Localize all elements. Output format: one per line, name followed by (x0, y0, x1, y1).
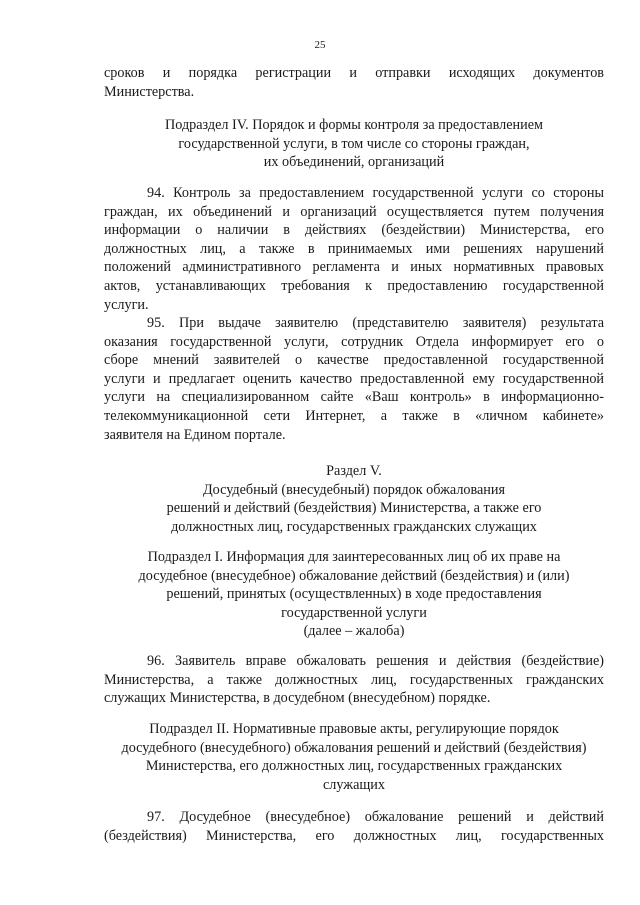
heading-line: досудебного (внесудебного) обжалования решений и действий (бездействия) (121, 739, 587, 756)
paragraph-94 (104, 184, 604, 314)
heading-line: Министерства, его должностных лиц, государственных гражданских (145, 758, 563, 775)
text-line: 97. Досудебное (внесудебное) обжалование решений и действий (147, 809, 604, 825)
subsection-1-heading (104, 548, 604, 641)
text-line: актов, устанавливающих требования к предоставлению государственной (104, 277, 604, 294)
intro-paragraph (104, 64, 604, 101)
text-line: Министерства, а также должностных лиц, государственных гражданских (104, 671, 604, 688)
heading-line: решений и действий (бездействия) Министерства, а также его (166, 500, 542, 517)
heading-line: (далее – жалоба) (303, 623, 405, 640)
text-line: 95. При выдаче заявителю (представителю заявителя) результата (147, 315, 604, 331)
section-5-heading (104, 462, 604, 536)
subsection-2-heading (104, 720, 604, 794)
text-line: должностных лиц, а также в принимаемых ими решениях нарушений (104, 240, 604, 257)
text-line: заявителя на Едином портале. (104, 426, 286, 443)
paragraph-95 (104, 314, 604, 444)
heading-line: Подраздел I. Информация для заинтересованных лиц об их праве на (147, 549, 561, 565)
text-line: информации о наличии в действиях (бездействии) Министерства, его (104, 222, 604, 239)
heading-line: Раздел V. (326, 463, 382, 479)
text-line: Министерства. (104, 83, 195, 100)
text-line: положений административного регламента и иных нормативных правовых (104, 259, 604, 276)
text-line: сроков и порядка регистрации и отправки исходящих документов (104, 65, 604, 81)
heading-line: служащих (323, 776, 385, 793)
heading-line: Подраздел IV. Порядок и формы контроля за предоставлением (165, 117, 543, 133)
heading-line: государственной услуги (281, 604, 427, 621)
heading-line: должностных лиц, государственных гражданских служащих (171, 518, 537, 535)
paragraph-97 (104, 808, 604, 845)
text-line: услуги на специализированном сайте «Ваш контроль» в информационно- (104, 389, 604, 406)
heading-line: решений, принятых (осуществленных) в ходе предоставления (166, 586, 542, 603)
text-line: служащих Министерства, в досудебном (внесудебном) порядке. (104, 690, 491, 707)
heading-line: государственной услуги, в том числе со стороны граждан, (178, 135, 530, 152)
text-line: граждан, их объединений и организаций осуществляется путем получения (104, 203, 604, 220)
heading-line: Подраздел II. Нормативные правовые акты, регулирующие порядок (149, 721, 559, 737)
text-line: 96. Заявитель вправе обжаловать решения и действия (бездействие) (147, 653, 604, 669)
text-line: сборе мнений заявителей о качестве предоставленной государственной (104, 352, 604, 369)
text-line: (бездействия) Министерства, его должностных лиц, государственных (104, 827, 604, 844)
text-line: 94. Контроль за предоставлением государственной услуги со стороны (147, 185, 604, 201)
text-line: оказания государственной услуги, сотрудник Отдела информирует его о (104, 333, 604, 350)
heading-line: досудебное (внесудебное) обжалование действий (бездействия) и (или) (138, 567, 570, 584)
page-number: 25 (314, 39, 326, 51)
heading-line: Досудебный (внесудебный) порядок обжалования (202, 481, 506, 498)
heading-line: их объединений, организаций (263, 154, 445, 171)
text-line: услуги. (104, 296, 149, 313)
text-line: услуги и предлагает оценить качество предоставленной ему государственной (104, 370, 604, 387)
paragraph-96 (104, 652, 604, 708)
text-line: телекоммуникационной сети Интернет, а также в «личном кабинете» (104, 407, 604, 424)
subsection-4-heading (104, 116, 604, 172)
